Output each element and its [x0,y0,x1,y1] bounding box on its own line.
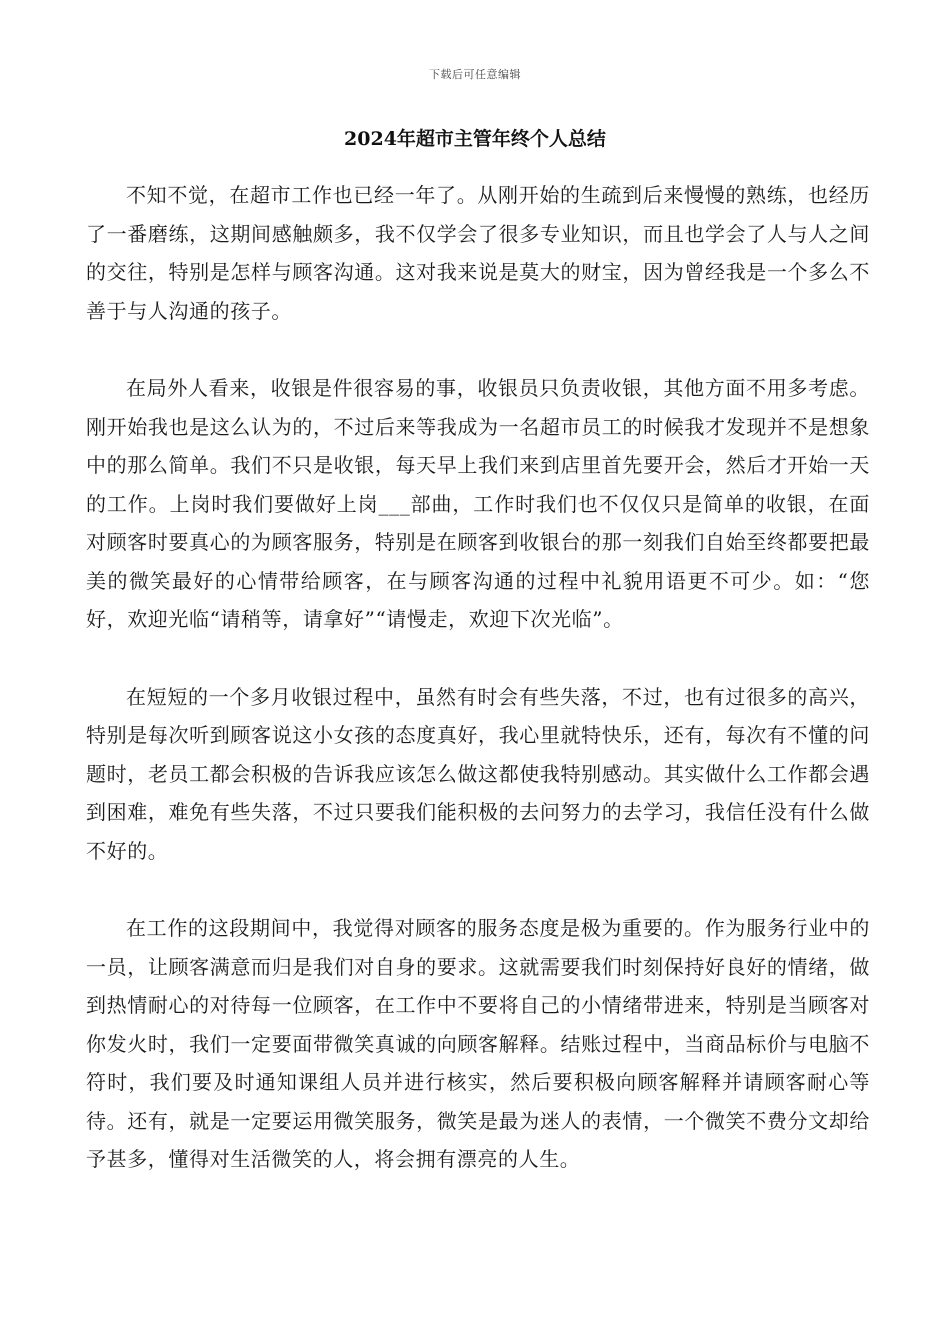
paragraph-1: 不知不觉，在超市工作也已经一年了。从刚开始的生疏到后来慢慢的熟练，也经历了一番磨练，这期间感触颇多，我不仅学会了很多专业知识，而且也学会了人与人之间的交往，特别是怎样与顾客沟通。这对我来说是莫大的财宝，因为曾经我是一个多么不善于与人沟通的孩子。 [86,183,870,323]
paragraph-2: 在局外人看来，收银是件很容易的事，收银员只负责收银，其他方面不用多考虑。刚开始我也是这么认为的，不过后来等我成为一名超市员工的时候我才发现并不是想象中的那么简单。我们不只是收银，每天早上我们来到店里首先要开会，然后才开始一天的工作。上岗时我们要做好上岗___部曲，工作时我们也不仅仅只是简单的收银，在面对顾客时要真心的为顾客服务，特别是在顾客到收银台的那一刻我们自始至终都要把最美的微笑最好的心情带给顾客，在与顾客沟通的过程中礼貌用语更不可少。如：“您好，欢迎光临“请稍等，请拿好”“请慢走，欢迎下次光临”。 [86,376,870,631]
paragraph-4: 在工作的这段期间中，我觉得对顾客的服务态度是极为重要的。作为服务行业中的一员，让顾客满意而归是我们对自身的要求。这就需要我们时刻保持好良好的情绪，做到热情耐心的对待每一位顾客，在工作中不要将自己的小情绪带进来，特别是当顾客对你发火时，我们一定要面带微笑真诚的向顾客解释。结账过程中，当商品标价与电脑不符时，我们要及时通知课组人员并进行核实，然后要积极向顾客解释并请顾客耐心等待。还有，就是一定要运用微笑服务，微笑是最为迷人的表情，一个微笑不费分文却给予甚多，懂得对生活微笑的人，将会拥有漂亮的人生。 [86,916,870,1171]
document-body [86,176,870,1218]
document-title: 2024年超市主管年终个人总结 [344,128,606,150]
paragraph-3: 在短短的一个多月收银过程中，虽然有时会有些失落，不过，也有过很多的高兴，特别是每次听到顾客说这小女孩的态度真好，我心里就特快乐，还有，每次有不懂的问题时，老员工都会积极的告诉我应该怎么做这都使我特别感动。其实做什么工作都会遇到困难，难免有些失落，不过只要我们能积极的去问努力的去学习，我信任没有什么做不好的。 [86,684,870,863]
header-note: 下载后可任意编辑 [429,68,521,81]
